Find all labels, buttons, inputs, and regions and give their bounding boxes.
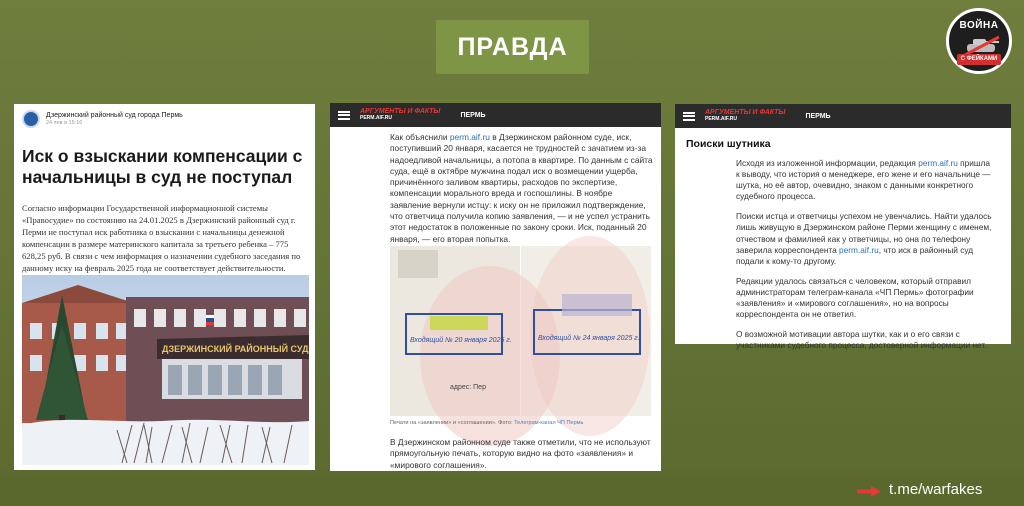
aif-logo-top-2: АРГУМЕНТЫ И ФАКТЫ <box>705 109 786 116</box>
section-para-4: О возможной мотивации автора шутки, как и о его связи с участниками судебного процесса, достоверной информации нет. <box>736 329 987 351</box>
stamp-address-text: адрес: Пер <box>450 384 486 391</box>
court-post-screenshot <box>14 104 315 470</box>
menu-icon[interactable] <box>338 111 350 120</box>
telegram-channel-link[interactable]: t.me/warfakes <box>889 481 983 498</box>
article-paragraph-1 <box>330 132 661 245</box>
source-name[interactable]: Дзержинский районный суд города Пермь <box>46 112 183 119</box>
stamp-left-text: Входящий № 20 января 2025 г. <box>410 337 512 344</box>
aif-city-label-2[interactable]: ПЕРМЬ <box>805 112 831 120</box>
section-para-3: Редакции удалось связаться с человеком, который отправил администраторам телеграм-канала «ЧП Пермь» фотографии «заявления» и «мирового соглашения», но на вопросы корреспондента он не ответил. <box>736 275 974 320</box>
court-avatar[interactable] <box>22 110 40 128</box>
verdict-label: ПРАВДА <box>457 32 568 61</box>
aif-logo-bottom-2: PERM.AIF.RU <box>705 116 737 122</box>
aif-link-3[interactable]: perm.aif.ru <box>839 244 879 255</box>
post-title: Иск о взыскании компенсации с начальницы в суд не поступал <box>22 146 303 187</box>
aif-city-label[interactable]: ПЕРМЬ <box>460 111 486 119</box>
menu-icon-2[interactable] <box>683 112 695 121</box>
post-date: 24 янв в 15:16 <box>46 120 83 126</box>
arrow-right-icon <box>857 486 881 497</box>
aif-logo-bottom: PERM.AIF.RU <box>360 115 392 121</box>
section-para-1 <box>736 158 995 202</box>
stamp-right-text: Входящий № 24 января 2025 г. <box>538 335 640 342</box>
aif-top-bar-2 <box>675 104 1011 128</box>
caption-text: Печати на «заявлении» и «соглашении». Фото: <box>390 420 515 426</box>
section-para-2 <box>736 211 995 266</box>
para1-rest: в Дзержинском районном суде, иск, поступивший 20 января, касается не трудностей с зачатием из-за надоедливой начальницы, а потопа в квартире. По данным с сайта суда, ещё в октябре мужчина подал иск о возмещении ущерба, причинённого заливом квартиры, расходов по экспертизе, компенсации морального вреда и госпошлины. В ноябре заявление вернули истцу: к иску он не приложил подтверждение, что ответчица получила копию заявления, — и не успел устранить этот недостаток в положенные по закону сроки. Иск, поданный 20 января, — его вторая попытка. <box>390 132 653 244</box>
section-body <box>675 158 1011 351</box>
logo-top-text: ВОЙНА <box>959 20 999 31</box>
article-paragraph-2: В Дзержинском районном суде также отметили, что не используют прямоугольную печать, которую видно на фото «заявления» и «мирового соглашения». <box>390 437 651 470</box>
aif-logo-top: АРГУМЕНТЫ И ФАКТЫ <box>360 108 441 115</box>
p1-rest: пришла к выводу, что история о менеджере, его жене и его начальнице — шутка, но её автор, очевидно, знаком с данными конкретного судебного процесса. <box>736 158 991 202</box>
photo-caption <box>390 420 583 426</box>
p1-start: Исходя из изложенной информации, редакция <box>736 158 919 168</box>
tank-icon <box>963 36 1001 56</box>
aif-logo[interactable] <box>360 108 440 122</box>
aif-link-2[interactable]: perm.aif.ru <box>918 158 958 168</box>
war-on-fakes-logo[interactable] <box>946 8 1012 74</box>
court-sign-text: ДЗЕРЖИНСКИЙ РАЙОННЫЙ СУД <box>162 344 309 354</box>
aif-link[interactable]: perm.aif.ru <box>449 132 490 142</box>
aif-article-screenshot-1 <box>330 103 661 471</box>
logo-bottom-text: С ФЕЙКАМИ <box>957 54 1001 65</box>
p2-start: Поиски истца и ответчицы успехом не увенчались. Найти удалось лишь живущую в Дзержинском районе Перми женщину с именем, отчеством и фамилией как у ответчицы, но она по телефону заверила корреспондента <box>736 211 992 255</box>
aif-logo-2[interactable] <box>705 109 785 123</box>
stamps-photo <box>390 246 651 416</box>
aif-article-screenshot-2 <box>675 104 1011 351</box>
court-building-photo <box>22 275 309 465</box>
verdict-banner <box>436 20 589 74</box>
para1-start: Как объяснили <box>390 132 450 142</box>
section-title: Поиски шутника <box>686 138 771 150</box>
caption-source-link[interactable]: Телеграм-канал ЧП Пермь <box>514 420 584 426</box>
post-body: Согласно информации Государственной информационной системы «Правосудие» по состоянию на 24.01.2025 в Дзержинский районный суд г. Перми не поступал иск работника о взыскании с начальницы денежной компенсации в размере материнского капитала за третьего ребенка – 775 628,25 руб. В связи с чем информация о назначении судебного заседания по данному иску на февраль 2025 года не соответствует действительности. <box>22 203 301 273</box>
post-header <box>14 104 315 128</box>
p2-rest: , что иск в районный суд подали к кому-то другому. <box>736 244 974 266</box>
aif-top-bar <box>330 103 661 127</box>
